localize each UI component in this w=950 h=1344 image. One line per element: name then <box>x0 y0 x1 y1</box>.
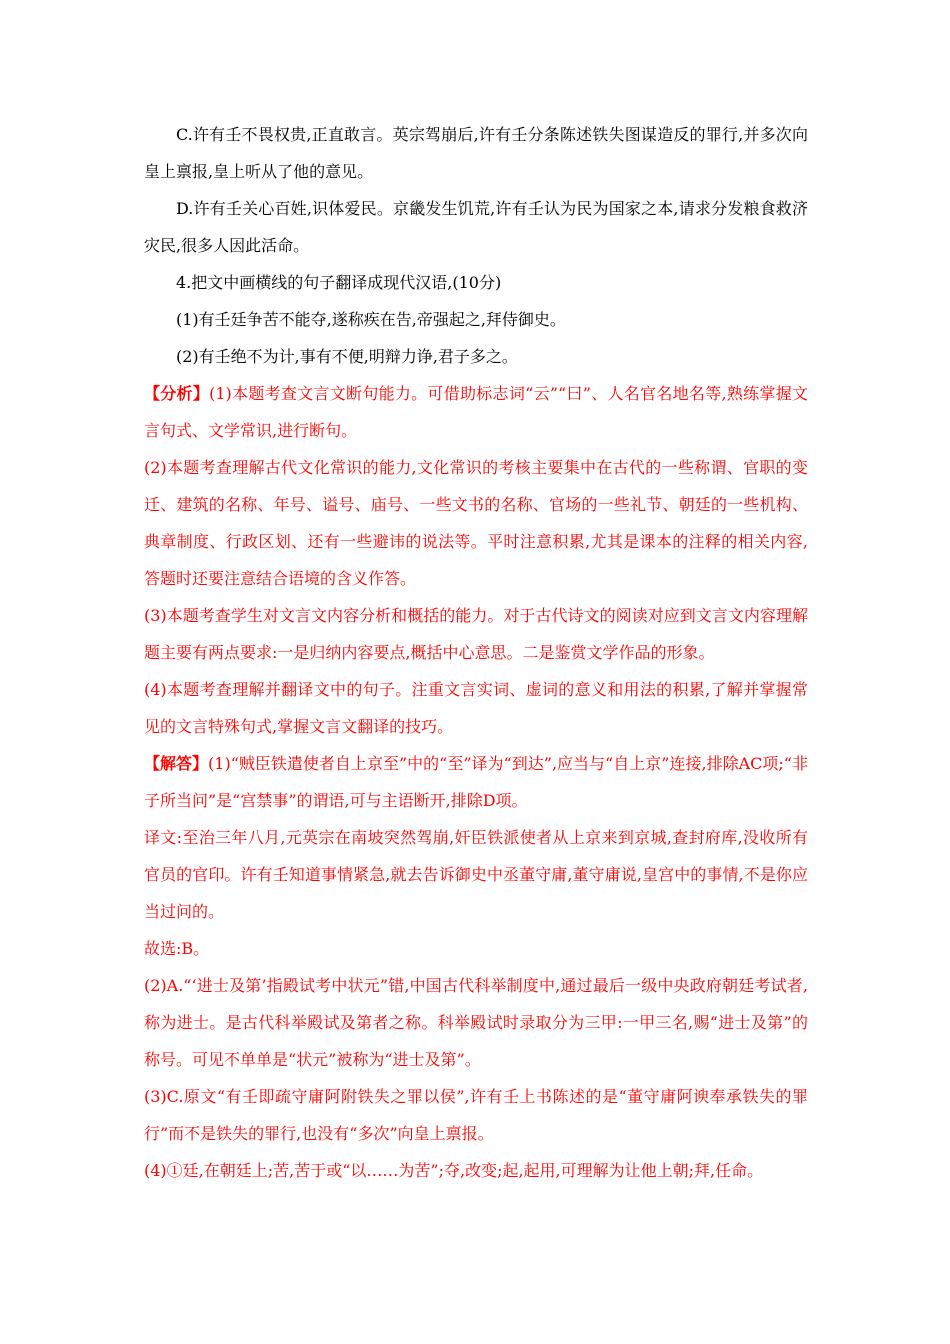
analysis-paragraph-3: (3)本题考查学生对文言文内容分析和概括的能力。对于古代诗文的阅读对应到文言文内容理解题主要有两点要求:一是归纳内容要点,概括中心意思。二是鉴赏文学作品的形象。 <box>144 606 808 662</box>
answer-p1-text: (1)“贼臣铁遣使者自上京至”中的“至”译为“到达”,应当与“自上京”连接,排除AC项;“非子所当问”是“宫禁事”的谓语,可与主语断开,排除D项。 <box>144 754 808 810</box>
answer-paragraph-1 <box>144 745 808 819</box>
answer-paragraph-2: (2)A.“‘进士及第’指殿试考中状元”错,中国古代科举制度中,通过最后一级中央政府朝廷考试者,称为进士。是古代科举殿试及第者之称。科举殿试时录取分为三甲:一甲三名,赐“进士及第”的称号。可见不单单是“状元”被称为“进士及第”。 <box>144 976 808 1069</box>
analysis-paragraph-4: (4)本题考查理解并翻译文中的句子。注重文言实词、虚词的意义和用法的积累,了解并掌握常见的文言特殊句式,掌握文言文翻译的技巧。 <box>144 680 808 736</box>
option-c-text: C.许有壬不畏权贵,正直敢言。英宗驾崩后,许有壬分条陈述铁失图谋造反的罪行,并多次向皇上禀报,皇上听从了他的意见。 <box>144 125 808 181</box>
question-4-stem: 4.把文中画横线的句子翻译成现代汉语,(10分) <box>176 273 502 292</box>
answer-tag: 【解答】 <box>144 754 209 773</box>
question-4-sentence-2: (2)有壬绝不为计,事有不便,明辩力诤,君子多之。 <box>176 347 518 366</box>
answer-paragraph-3: (3)C.原文“有壬即疏守庸阿附铁失之罪以侯”,许有壬上书陈述的是“董守庸阿谀奉承铁失的罪行”而不是铁失的罪行,也没有“多次”向皇上禀报。 <box>144 1087 808 1143</box>
translation-paragraph: 译文:至治三年八月,元英宗在南坡突然驾崩,奸臣铁派使者从上京来到京城,查封府库,没收所有官员的官印。许有壬知道事情紧急,就去告诉御史中丞董守庸,董守庸说,皇宫中的事情,不是你应当过问的。 <box>144 828 808 921</box>
analysis-tag: 【分析】 <box>144 384 210 403</box>
option-d-text: D.许有壬关心百姓,识体爱民。京畿发生饥荒,许有壬认为民为国家之本,请求分发粮食救济灾民,很多人因此活命。 <box>144 199 808 255</box>
analysis-paragraph-1 <box>144 375 808 449</box>
analysis-paragraph-2: (2)本题考查理解古代文化常识的能力,文化常识的考核主要集中在古代的一些称谓、官职的变迁、建筑的名称、年号、谥号、庙号、一些文书的名称、官场的一些礼节、朝廷的一些机构、典章制度、行政区划、还有一些避讳的说法等。平时注意积累,尤其是课本的注释的相关内容,答题时还要注意结合语境的含义作答。 <box>144 458 808 588</box>
question-4-sentence-1: (1)有壬廷争苦不能夺,遂称疾在告,帝强起之,拜侍御史。 <box>176 310 566 329</box>
answer-paragraph-4: (4)①廷,在朝廷上;苦,苦于或“以……为苦”;夺,改变;起,起用,可理解为让他上朝;拜,任命。 <box>144 1161 764 1180</box>
analysis-p1-text: (1)本题考查文言文断句能力。可借助标志词“云”“曰”、人名官名地名等,熟练掌握文言句式、文学常识,进行断句。 <box>144 384 808 440</box>
choice-line: 故选:B。 <box>144 939 210 958</box>
document-page <box>144 116 808 1189</box>
